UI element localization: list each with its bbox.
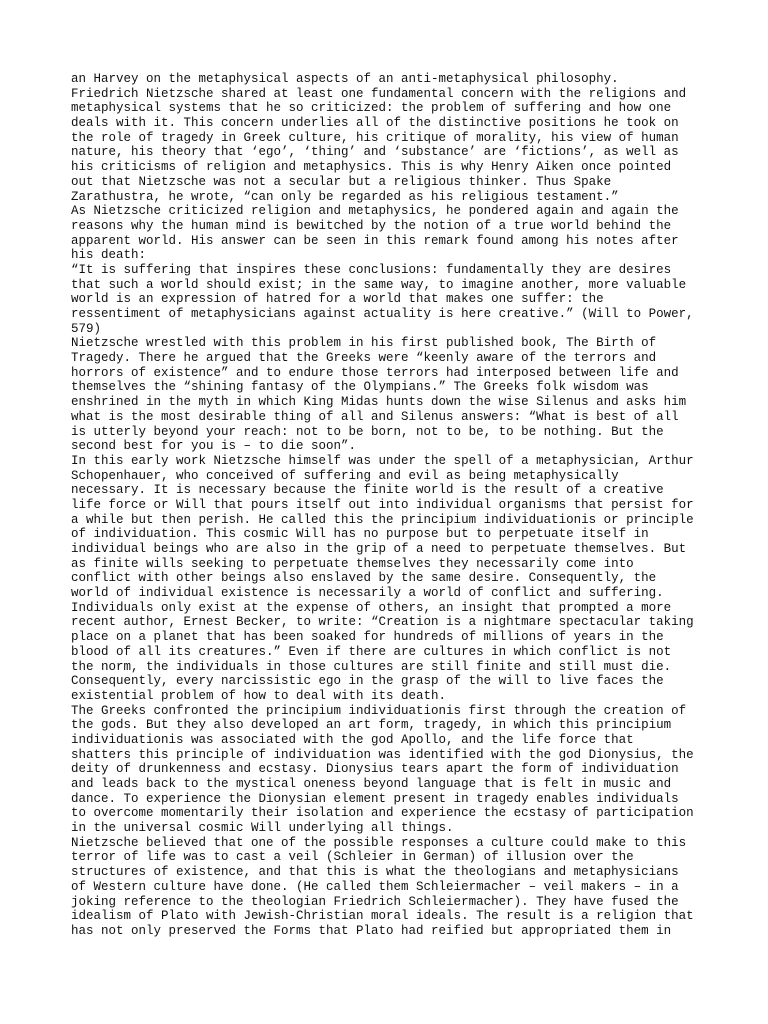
text-line: terror of life was to cast a veil (Schleier in German) of illusion over the bbox=[71, 850, 634, 865]
text-line: deals with it. This concern underlies all of the distinctive positions he took on bbox=[71, 116, 679, 131]
text-line: recent author, Ernest Becker, to write: “Creation is a nightmare spectacular taking bbox=[71, 615, 694, 630]
text-line: blood of all its creatures.” Even if there are cultures in which conflict is not bbox=[71, 644, 672, 659]
text-line: is utterly beyond your reach: not to be born, not to be, to be nothing. But the bbox=[71, 424, 664, 439]
text-line: conflict with other beings also enslaved by the same desire. Consequently, the bbox=[71, 571, 657, 586]
text-line: individuationis was associated with the god Apollo, and the life force that bbox=[71, 732, 634, 747]
text-line: horrors of existence” and to endure those terrors had interposed between life and bbox=[71, 365, 679, 380]
text-line: his criticisms of religion and metaphysics. This is why Henry Aiken once pointed bbox=[71, 160, 672, 175]
text-line: the gods. But they also developed an art form, tragedy, in which this principium bbox=[71, 718, 672, 733]
text-line: Nietzsche wrestled with this problem in his first published book, The Birth of bbox=[71, 336, 657, 351]
text-line: an Harvey on the metaphysical aspects of an anti-metaphysical philosophy. bbox=[71, 72, 619, 86]
body-text bbox=[71, 72, 711, 939]
text-line: a while but then perish. He called this the principium individuationis or principle bbox=[71, 512, 694, 527]
text-line: has not only preserved the Forms that Plato had reified but appropriated them in bbox=[71, 923, 672, 938]
text-line: joking reference to the theologian Friedrich Schleiermacher). They have fused the bbox=[71, 894, 679, 909]
text-line: necessary. It is necessary because the finite world is the result of a creative bbox=[71, 483, 664, 498]
text-line: Nietzsche believed that one of the possible responses a culture could make to this bbox=[71, 835, 687, 850]
text-line: Individuals only exist at the expense of others, an insight that prompted a more bbox=[71, 600, 672, 615]
text-line: The Greeks confronted the principium individuationis first through the creation of bbox=[71, 703, 687, 718]
text-line: As Nietzsche criticized religion and metaphysics, he pondered again and again the bbox=[71, 204, 679, 219]
text-line: 579) bbox=[71, 321, 102, 336]
text-line: enshrined in the myth in which King Midas hunts down the wise Silenus and asks him bbox=[71, 395, 687, 410]
text-line: in the universal cosmic Will underlying all things. bbox=[71, 821, 454, 836]
text-line: structures of existence, and that this is what the theologians and metaphysicians bbox=[71, 865, 679, 880]
text-line: In this early work Nietzsche himself was under the spell of a metaphysician, Arthur bbox=[71, 453, 694, 468]
text-line: the role of tragedy in Greek culture, his critique of morality, his view of human bbox=[71, 130, 679, 145]
text-line: metaphysical systems that he so criticized: the problem of suffering and how one bbox=[71, 101, 672, 116]
text-line: of individuation. This cosmic Will has no purpose but to perpetuate itself in bbox=[71, 527, 649, 542]
text-line: life force or Will that pours itself out into individual organisms that persist for bbox=[71, 497, 694, 512]
text-line: as finite wills seeking to perpetuate themselves they necessarily come into bbox=[71, 556, 634, 571]
text-line: reasons why the human mind is bewitched by the notion of a true world behind the bbox=[71, 218, 672, 233]
text-line: Consequently, every narcissistic ego in the grasp of the will to live faces the bbox=[71, 674, 664, 689]
text-line: individual beings who are also in the grip of a need to perpetuate themselves. But bbox=[71, 542, 687, 556]
text-line: nature, his theory that ‘ego’, ‘thing’ and ‘substance’ are ‘fictions’, as well as bbox=[71, 145, 679, 160]
text-line: out that Nietzsche was not a secular but a religious thinker. Thus Spake bbox=[71, 174, 612, 189]
text-line: world is an expression of hatred for a world that makes one suffer: the bbox=[71, 292, 604, 307]
text-line: Friedrich Nietzsche shared at least one fundamental concern with the religions and bbox=[71, 86, 687, 101]
text-line: that such a world should exist; in the same way, to imagine another, more valuable bbox=[71, 277, 687, 292]
text-line: second best for you is – to die soon”. bbox=[71, 439, 357, 454]
text-line: Tragedy. There he argued that the Greeks were “keenly aware of the terrors and bbox=[71, 351, 657, 366]
text-line: Zarathustra, he wrote, “can only be regarded as his religious testament.” bbox=[71, 189, 619, 204]
text-line: existential problem of how to deal with its death. bbox=[71, 688, 447, 703]
text-line: what is the most desirable thing of all and Silenus answers: “What is best of all bbox=[71, 409, 679, 424]
text-line: world of individual existence is necessarily a world of conflict and suffering. bbox=[71, 586, 664, 601]
text-line: his death: bbox=[71, 248, 147, 263]
text-line: of Western culture have done. (He called them Schleiermacher – veil makers – in a bbox=[71, 879, 679, 894]
text-line: place on a planet that has been soaked for hundreds of millions of years in the bbox=[71, 630, 664, 645]
text-line: Schopenhauer, who conceived of suffering and evil as being metaphysically bbox=[71, 468, 619, 483]
text-line: themselves the “shining fantasy of the Olympians.” The Greeks folk wisdom was bbox=[71, 380, 649, 395]
text-line: apparent world. His answer can be seen in this remark found among his notes after bbox=[71, 233, 679, 248]
text-line: deity of drunkenness and ecstasy. Dionysius tears apart the form of individuation bbox=[71, 762, 679, 777]
text-line: idealism of Plato with Jewish-Christian moral ideals. The result is a religion that bbox=[71, 909, 694, 924]
text-line: to overcome momentarily their isolation and experience the ecstasy of participation bbox=[71, 806, 694, 821]
text-line: the norm, the individuals in those cultures are still finite and still must die. bbox=[71, 659, 672, 674]
text-line: and leads back to the mystical oneness beyond language that is felt in music and bbox=[71, 777, 672, 791]
text-line: “It is suffering that inspires these conclusions: fundamentally they are desires bbox=[71, 262, 672, 277]
text-line: shatters this principle of individuation was identified with the god Dionysius, the bbox=[71, 747, 694, 762]
text-line: dance. To experience the Dionysian element present in tragedy enables individuals bbox=[71, 791, 679, 806]
text-line: ressentiment of metaphysicians against actuality is here creative.” (Will to Power, bbox=[71, 307, 694, 321]
